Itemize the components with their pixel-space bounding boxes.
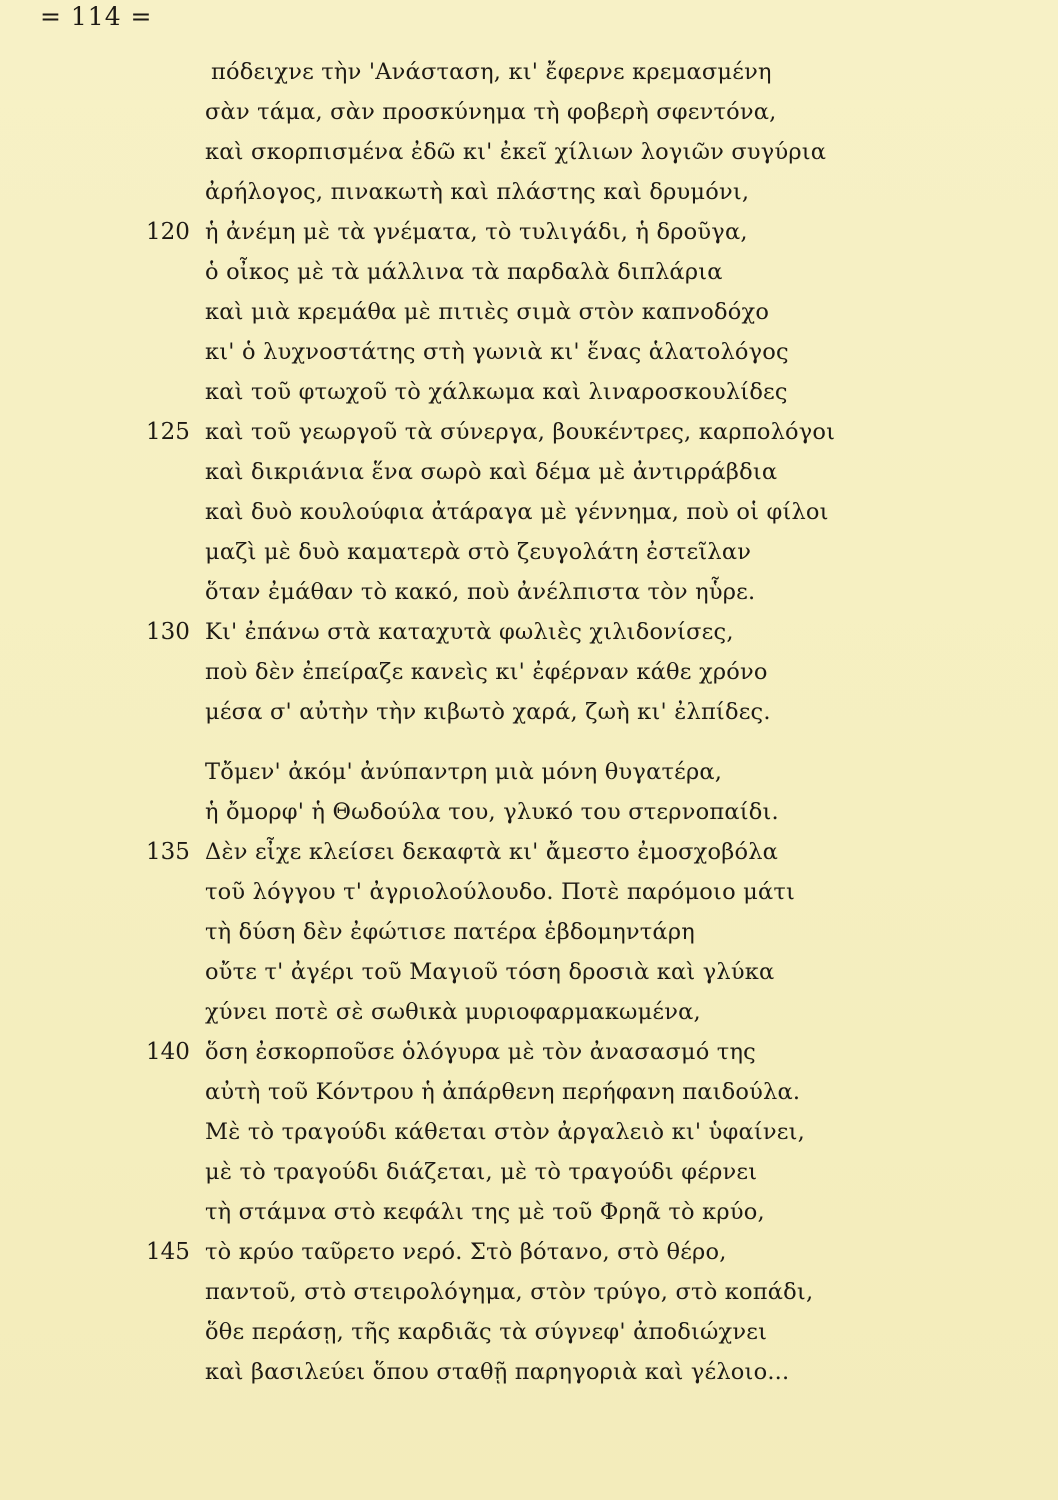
poem-line: [0, 1152, 1058, 1192]
line-text: τὴ στάμνα στὸ κεφάλι της μὲ τοῦ Φρηᾶ τὸ κρύο,: [205, 1199, 765, 1225]
line-text: Δὲν εἶχε κλείσει δεκαφτὰ κι' ἄμεστο ἐμοσχοβόλα: [205, 839, 779, 865]
line-text: ὅταν ἐμάθαν τὸ κακό, ποὺ ἀνέλπιστα τὸν ηὗρε.: [205, 579, 756, 605]
line-text: καὶ τοῦ φτωχοῦ τὸ χάλκωμα καὶ λιναροσκουλίδες: [205, 379, 788, 405]
line-number: 145: [146, 1239, 190, 1265]
line-text: καὶ δικριάνια ἕνα σωρὸ καὶ δέμα μὲ ἀντιρράβδια: [205, 459, 778, 485]
poem-line: [0, 792, 1058, 832]
poem-line: [0, 92, 1058, 132]
line-text: μέσα σ' αὐτὴν τὴν κιβωτὸ χαρά, ζωὴ κι' ἐλπίδες.: [205, 699, 771, 725]
poem-line: [0, 52, 1058, 92]
line-text: καὶ σκορπισμένα ἐδῶ κι' ἐκεῖ χίλιων λογιῶν συγύρια: [205, 139, 827, 165]
page-number-header: = 114 =: [40, 2, 153, 31]
poem-line: [0, 1192, 1058, 1232]
poem-line: [0, 532, 1058, 572]
line-text: κι' ὁ λυχνοστάτης στὴ γωνιὰ κι' ἕνας ἁλατολόγος: [205, 339, 789, 365]
poem-line: [0, 1232, 1058, 1272]
line-text: ἡ ὄμορφ' ἡ Θωδούλα του, γλυκό του στερνοπαίδι.: [205, 799, 779, 825]
poem-line: [0, 412, 1058, 452]
line-text: τοῦ λόγγου τ' ἀγριολούλουδο. Ποτὲ παρόμοιο μάτι: [205, 879, 796, 905]
line-number: 125: [146, 419, 190, 445]
line-text: Μὲ τὸ τραγούδι κάθεται στὸν ἀργαλειὸ κι' ὑφαίνει,: [205, 1119, 806, 1145]
poem-line: [0, 832, 1058, 872]
line-text: σὰν τάμα, σὰν προσκύνημα τὴ φοβερὴ σφεντόνα,: [205, 99, 777, 125]
poem-line: [0, 1032, 1058, 1072]
line-text: παντοῦ, στὸ στειρολόγημα, στὸν τρύγο, στὸ κοπάδι,: [205, 1279, 814, 1305]
line-text: ὁ οἶκος μὲ τὰ μάλλινα τὰ παρδαλὰ διπλάρια: [205, 259, 723, 285]
line-text: χύνει ποτὲ σὲ σωθικὰ μυριοφαρμακωμένα,: [205, 999, 701, 1025]
line-text: ποὺ δὲν ἐπείραζε κανεὶς κι' ἐφέρναν κάθε χρόνο: [205, 659, 768, 685]
poem-line: [0, 452, 1058, 492]
line-text: μὲ τὸ τραγούδι διάζεται, μὲ τὸ τραγούδι φέρνει: [205, 1159, 758, 1185]
poem-line: [0, 292, 1058, 332]
line-text: ἡ ἀνέμη μὲ τὰ γνέματα, τὸ τυλιγάδι, ἡ δροῦγα,: [205, 219, 748, 245]
stanza-break: [0, 1392, 1058, 1432]
line-text: Κι' ἐπάνω στὰ καταχυτὰ φωλιὲς χιλιδονίσες,: [205, 619, 734, 645]
poem-line: [0, 1112, 1058, 1152]
poem-line: [0, 1352, 1058, 1392]
line-text: καὶ μιὰ κρεμάθα μὲ πιτιὲς σιμὰ στὸν καπνοδόχο: [205, 299, 770, 325]
poem-line: [0, 572, 1058, 612]
poem-line: [0, 652, 1058, 692]
poem-line: [0, 1312, 1058, 1352]
poem-line: [0, 912, 1058, 952]
poem-line: [0, 332, 1058, 372]
poem-line: [0, 752, 1058, 792]
line-text: οὔτε τ' ἀγέρι τοῦ Μαγιοῦ τόση δροσιὰ καὶ γλύκα: [205, 959, 775, 985]
line-text: πόδειχνε τὴν 'Ανάσταση, κι' ἔφερνε κρεμασμένη: [211, 59, 772, 85]
line-number: 130: [146, 619, 190, 645]
poem-line: [0, 1272, 1058, 1312]
line-text: καὶ βασιλεύει ὅπου σταθῇ παρηγοριὰ καὶ γέλοιο...: [205, 1359, 790, 1385]
poem-line: [0, 612, 1058, 652]
line-text: καὶ τοῦ γεωργοῦ τὰ σύνεργα, βουκέντρες, καρπολόγοι: [205, 419, 836, 445]
line-text: τὸ κρύο ταῦρετο νερό. Στὸ βότανο, στὸ θέρο,: [205, 1239, 727, 1265]
poem-line: [0, 372, 1058, 412]
line-number: 135: [146, 839, 190, 865]
line-number: 140: [146, 1039, 190, 1065]
line-text: αὐτὴ τοῦ Κόντρου ἡ ἀπάρθενη περήφανη παιδούλα.: [205, 1079, 801, 1105]
line-text: ὅση ἐσκορποῦσε ὁλόγυρα μὲ τὸν ἀνασασμό της: [205, 1039, 756, 1065]
poem-line: [0, 212, 1058, 252]
poem-line: [0, 172, 1058, 212]
line-text: καὶ δυὸ κουλούφια ἀτάραγα μὲ γέννημα, ποὺ οἱ φίλοι: [205, 499, 829, 525]
line-text: τὴ δύση δὲν ἐφώτισε πατέρα ἑβδομηντάρη: [205, 919, 695, 945]
poem-line: [0, 492, 1058, 532]
line-text: Τὄμεν' ἀκόμ' ἀνύπαντρη μιὰ μόνη θυγατέρα,: [205, 759, 723, 785]
poem-line: [0, 692, 1058, 732]
line-text: ὅθε περάσῃ, τῆς καρδιᾶς τὰ σύγνεφ' ἀποδιώχνει: [205, 1319, 768, 1345]
poem-line: [0, 872, 1058, 912]
line-number: 120: [146, 219, 190, 245]
poem-line: [0, 992, 1058, 1032]
poem-line: [0, 1072, 1058, 1112]
line-text: ἀρήλογος, πινακωτὴ καὶ πλάστης καὶ δρυμόνι,: [205, 179, 750, 205]
poem-line: [0, 252, 1058, 292]
line-text: μαζὶ μὲ δυὸ καματερὰ στὸ ζευγολάτη ἐστεῖλαν: [205, 539, 752, 565]
poem-line: [0, 132, 1058, 172]
poem-line: [0, 952, 1058, 992]
